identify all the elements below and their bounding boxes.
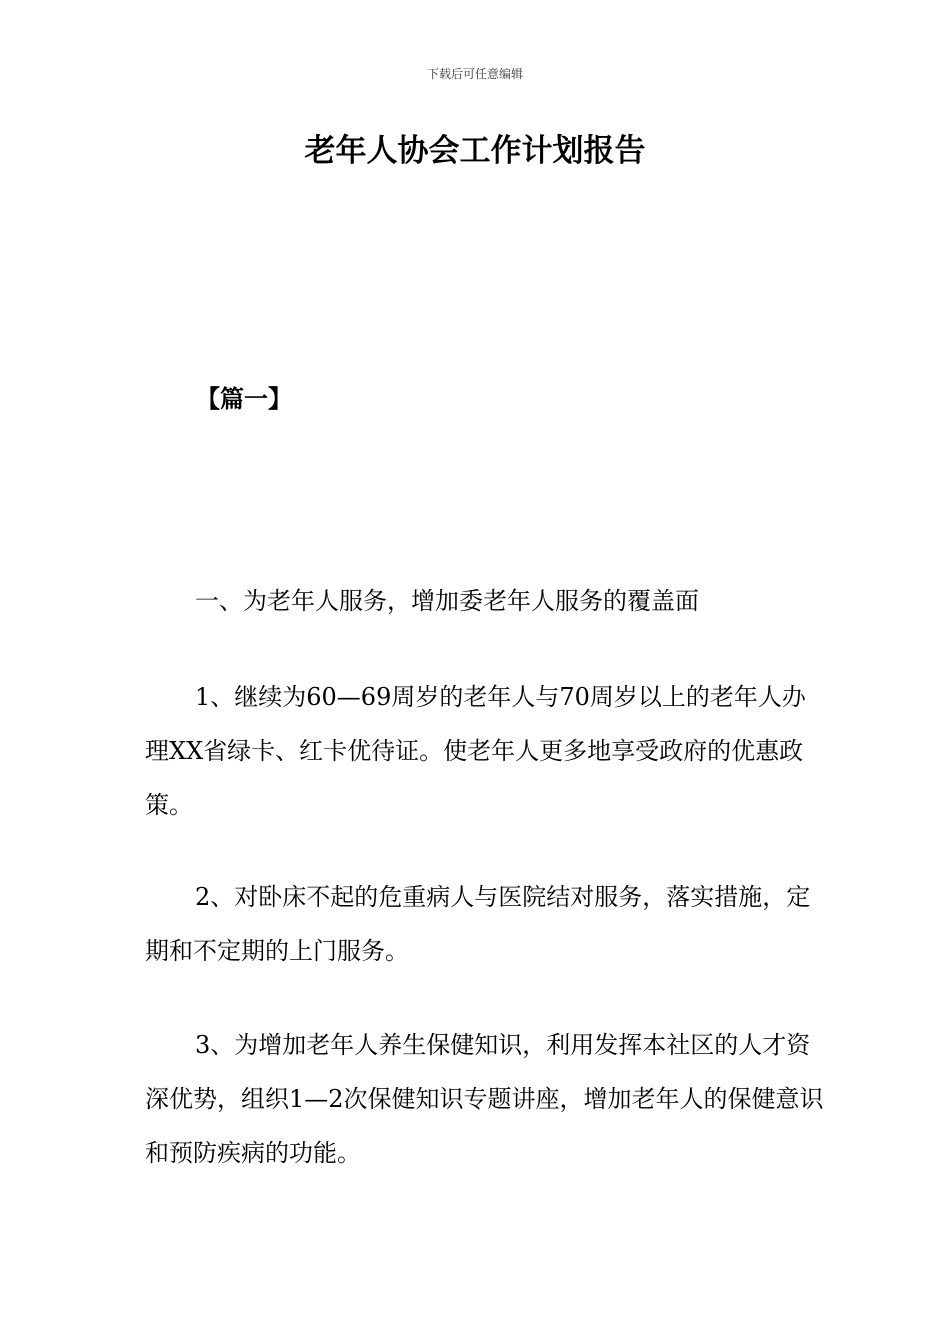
document-title: 老年人协会工作计划报告 (304, 133, 646, 169)
section-tag: 【篇一】 (196, 384, 292, 413)
paragraph-1: 1、继续为60—69周岁的老年人与70周岁以上的老年人办理XX省绿卡、红卡优待证。使老年人更多地享受政府的优惠政策。 (145, 683, 806, 819)
paragraph-3: 3、为增加老年人养生保健知识，利用发挥本社区的人才资深优势，组织1—2次保健知识专题讲座，增加老年人的保健意识和预防疾病的功能。 (145, 1031, 824, 1167)
paragraph-2: 2、对卧床不起的危重病人与医院结对服务，落实措施，定期和不定期的上门服务。 (145, 883, 811, 965)
section-heading: 一、为老年人服务，增加委老年人服务的覆盖面 (195, 587, 699, 615)
header-note: 下载后可任意编辑 (426, 67, 523, 81)
